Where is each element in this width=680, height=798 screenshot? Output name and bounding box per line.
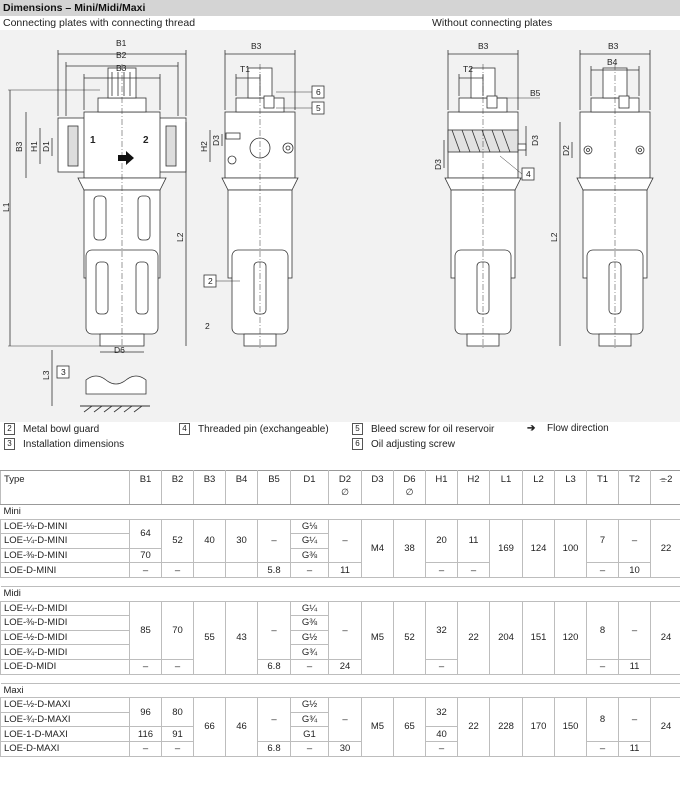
table-row [1,519,680,534]
t1-cell: – [587,563,619,578]
dim-t1: T1 [240,64,250,74]
d1-cell: G½ [291,630,329,645]
t1-cell: – [587,741,619,756]
t1-cell: 8 [587,601,619,659]
table-row [1,601,680,616]
header-b2: B2 [162,471,194,505]
table-row [1,698,680,713]
legend-number: 6 [352,438,363,450]
h2-cell: – [458,563,490,578]
d1-cell: – [291,563,329,578]
legend-item-2 [4,423,99,435]
h2-cell: 22 [458,601,490,674]
h2-cell: 11 [458,519,490,563]
header-h2: H2 [458,471,490,505]
h1-cell: – [426,563,458,578]
header-d1: D1 [291,471,329,505]
legend-item-5 [352,423,494,435]
legend-text: Flow direction [547,423,609,434]
header-wrench-size: ⌯2 [651,471,680,505]
type-cell: LOE-D-MAXI [1,741,130,756]
d2-cell: 24 [329,659,362,674]
view-front-with-plates [8,50,186,412]
header-b1: B1 [130,471,162,505]
b5-cell: 6.8 [258,659,291,674]
dim-b3: B3 [116,63,127,73]
t2-cell: 11 [619,741,651,756]
legend-item-4 [179,423,329,435]
b1-cell: 116 [130,727,162,742]
wrench-cell: 24 [651,698,680,756]
l1-cell: 204 [490,601,523,674]
dim-l2: L2 [175,232,185,242]
type-cell: LOE-½-D-MIDI [1,630,130,645]
callout-5-label: 5 [316,103,321,113]
type-cell: LOE-D-MIDI [1,659,130,674]
header-d2-label: D2 [338,474,352,485]
group-label: Midi [1,586,680,601]
type-cell: LOE-1-D-MAXI [1,727,130,742]
header-t1: T1 [587,471,619,505]
dim-t2: T2 [463,64,473,74]
b5-cell: 5.8 [258,563,291,578]
t1-cell: – [587,659,619,674]
d3-cell: M5 [362,601,394,674]
b1-cell: – [130,659,162,674]
b5-cell: – [258,519,291,563]
l2-cell: 170 [523,698,555,756]
dim-d3-noplate: D3 [433,159,443,170]
legend-text: Threaded pin (exchangeable) [198,423,329,435]
technical-drawing [0,30,680,422]
type-cell: LOE-¾-D-MIDI [1,645,130,660]
b1-cell: – [130,563,162,578]
b5-cell: – [258,601,291,659]
h2-cell: 22 [458,698,490,756]
b1-cell: 70 [130,548,162,563]
legend-text: Bleed screw for oil reservoir [371,423,495,435]
b2-cell: – [162,659,194,674]
header-b3: B3 [194,471,226,505]
l2-cell: 151 [523,601,555,674]
group-label: Mini [1,505,680,520]
header-type: Type [1,471,130,505]
b5-cell: – [258,698,291,742]
l3-cell: 100 [555,519,587,577]
callout-2-label: 2 [208,276,213,286]
subtitle-right: Without connecting plates [432,17,553,29]
l2-cell: 124 [523,519,555,577]
dimensions-table [0,470,680,757]
header-b4: B4 [226,471,258,505]
d2-cell: 30 [329,741,362,756]
t2-cell: – [619,698,651,742]
b5-cell: 6.8 [258,741,291,756]
dim-b3-vertical: B3 [14,141,24,152]
b4-cell: 30 [226,519,258,563]
d2-cell: 11 [329,563,362,578]
d1-cell: G¼ [291,601,329,616]
b1-cell: – [130,741,162,756]
t2-cell: – [619,601,651,659]
b4-cell: 43 [226,601,258,674]
type-cell: LOE-¾-D-MAXI [1,712,130,727]
view-side-with-plates [186,50,324,350]
d1-cell: G½ [291,698,329,713]
b2-cell: 80 [162,698,194,727]
dim-b1: B1 [116,38,127,48]
header-l3: L3 [555,471,587,505]
type-cell: LOE-½-D-MAXI [1,698,130,713]
group-row-maxi [1,683,680,698]
callout-6-label: 6 [316,87,321,97]
h1-cell: 20 [426,519,458,563]
l3-cell: 120 [555,601,587,674]
view-front-without-plates [560,50,653,350]
d1-cell: G⅜ [291,548,329,563]
h1-cell: 40 [426,727,458,742]
subtitle-left: Connecting plates with connecting thread [3,17,196,29]
dim-h2: H2 [199,141,209,152]
wrench-cell: 22 [651,519,680,577]
table-header-row [1,471,680,505]
d2-cell: – [329,601,362,659]
legend-item-6 [352,438,455,450]
header-t2: T2 [619,471,651,505]
legend-text: Installation dimensions [23,438,125,450]
b2-cell: – [162,741,194,756]
b2-cell: 70 [162,601,194,659]
dim-d1: D1 [41,141,51,152]
b2-cell: 52 [162,519,194,563]
legend [0,423,680,463]
callout-3-label: 3 [61,367,66,377]
l3-cell: 150 [555,698,587,756]
dim-d3: D3 [211,135,221,146]
b3-cell: 40 [194,519,226,563]
d1-cell: G¾ [291,645,329,660]
d3-cell: M5 [362,698,394,756]
t2-cell: – [619,519,651,563]
legend-number: 2 [4,423,15,435]
header-l2: L2 [523,471,555,505]
group-row-midi [1,586,680,601]
d1-cell: G⅜ [291,616,329,631]
b2-cell: – [162,563,194,578]
h1-cell: – [426,741,458,756]
dim-b3-noplate: B3 [478,41,489,51]
group-label: Maxi [1,683,680,698]
d1-cell: – [291,659,329,674]
type-cell: LOE-¼-D-MINI [1,534,130,549]
legend-text: Metal bowl guard [23,423,100,435]
type-cell: LOE-⅛-D-MINI [1,519,130,534]
b1-cell: 64 [130,519,162,548]
dim-b2: B2 [116,50,127,60]
header-b5: B5 [258,471,291,505]
h1-cell: 32 [426,698,458,727]
d6-cell: 52 [394,601,426,674]
dim-d2: D2 [561,145,571,156]
dim-l2-front: L2 [549,232,559,242]
header-d6-label: D6 [403,474,416,485]
dim-d3-right: D3 [530,135,540,146]
dim-b3-front: B3 [608,41,619,51]
h1-cell: – [426,659,458,674]
b4-cell: 46 [226,698,258,756]
b3-cell: 66 [194,698,226,756]
wrench-cell: 24 [651,601,680,674]
legend-item-3 [4,438,124,450]
dim-l1: L1 [1,202,11,212]
d1-cell: G¼ [291,534,329,549]
type-cell: LOE-D-MINI [1,563,130,578]
legend-item-flow [527,423,609,434]
legend-text: Oil adjusting screw [371,438,455,450]
b1-cell: 96 [130,698,162,727]
d2-cell: – [329,698,362,742]
group-row-mini [1,505,680,520]
d1-cell: G1 [291,727,329,742]
title-bar [0,0,680,16]
dim-b4: B4 [607,57,618,67]
port-2-label: 2 [143,135,149,146]
header-h1: H1 [426,471,458,505]
callout-4-label: 4 [526,169,531,179]
header-d6 [394,471,426,505]
b1-cell: 85 [130,601,162,659]
diameter-icon: ∅ [341,487,349,497]
port-1-label: 1 [90,135,96,146]
drawing-svg [0,30,680,422]
wrench-size-label: 2 [205,321,210,331]
d6-cell: 65 [394,698,426,756]
d3-cell: M4 [362,519,394,577]
dim-b5: B5 [530,88,541,98]
header-l1: L1 [490,471,523,505]
dim-h1: H1 [29,141,39,152]
type-cell: LOE-⅜-D-MIDI [1,616,130,631]
header-d3: D3 [362,471,394,505]
t1-cell: 8 [587,698,619,742]
type-cell: LOE-¼-D-MIDI [1,601,130,616]
diameter-icon: ∅ [405,487,414,497]
dim-d6: D6 [114,345,125,355]
dim-b3-side: B3 [251,41,262,51]
header-d2 [329,471,362,505]
arrow-right-icon: ➔ [527,423,536,434]
d6-cell: 38 [394,519,426,577]
type-cell: LOE-⅜-D-MINI [1,548,130,563]
t2-cell: 10 [619,563,651,578]
t2-cell: 11 [619,659,651,674]
l1-cell: 228 [490,698,523,756]
view-side-without-plates [444,50,540,350]
dim-l3: L3 [41,370,51,380]
l1-cell: 169 [490,519,523,577]
legend-number: 4 [179,423,190,435]
page-title: Dimensions – Mini/Midi/Maxi [3,2,146,14]
d2-cell: – [329,519,362,563]
legend-number: 3 [4,438,15,450]
d1-cell: G⅛ [291,519,329,534]
t1-cell: 7 [587,519,619,563]
d1-cell: G¾ [291,712,329,727]
b3-cell: 55 [194,601,226,674]
legend-number: 5 [352,423,363,435]
b2-cell: 91 [162,727,194,742]
d1-cell: – [291,741,329,756]
h1-cell: 32 [426,601,458,659]
